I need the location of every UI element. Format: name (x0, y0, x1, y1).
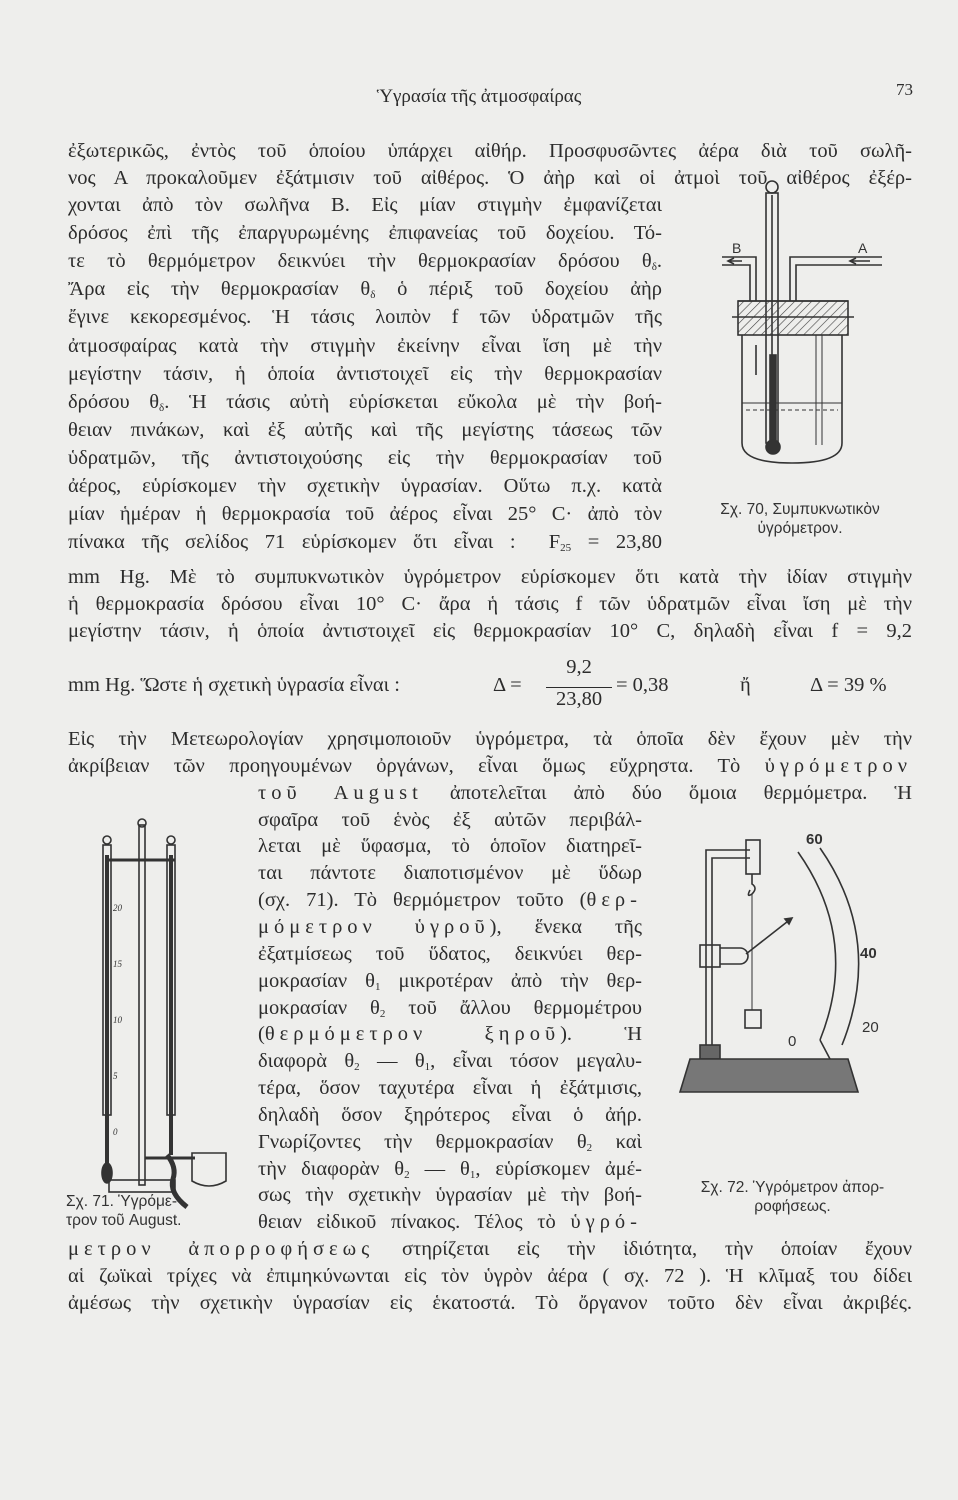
spaced-emphasis: ὑγρόμετρον (764, 754, 912, 777)
text-segment: ἀμέσως τὴν σχετικὴν ὑγρασίαν εἰς ἑκατοστά. Τὸ ὄργανον τοῦτο δὲν εἶναι ἀκριβές. (68, 1291, 912, 1314)
scale-40: 40 (860, 945, 877, 962)
text-line (68, 529, 662, 556)
text-segment: ἀτμοσφαίρας κατὰ τὴν στιγμὴν ἐκείνην εἶναι ἴση μὲ τὴν (68, 334, 662, 357)
formula-result: = 0,38 (616, 674, 669, 696)
text-line (68, 591, 912, 618)
text-line (68, 389, 662, 416)
page-number: 73 (896, 80, 913, 99)
text-segment: ται πάντοτε διαποτισμένον μὲ ὕδωρ (258, 862, 642, 885)
text-segment: δρόσος ἐπὶ τῆς ἐπαργυρωμένης ἐπιφανείας τοῦ δοχείου. Τό- (68, 222, 662, 245)
text-segment: τοῦ ἄλλου θερμομέτρου (385, 996, 642, 1019)
text-line (68, 564, 912, 591)
subscript: 1 (424, 1061, 431, 1074)
text-line (258, 1075, 642, 1102)
text-segment: Γνωρίζοντες τὴν θερμοκρασίαν θ (258, 1130, 587, 1153)
fig71-caption (66, 1192, 238, 1230)
text-segment: mm Hg. Μὲ τὸ συμπυκνωτικὸν ὑγρόμετρον εὑρίσκομεν ὅτι κατὰ τὴν ἰδίαν στιγμὴν (68, 566, 912, 588)
spaced-emphasis: θερμόμετρον ξηροῦ (264, 1023, 561, 1046)
text-line (258, 1021, 642, 1048)
formula-denominator: 23,80 (555, 688, 603, 710)
formula-numerator: 9,2 (566, 656, 592, 678)
text-line (68, 1236, 912, 1263)
text-segment: Εἰς τὴν Μετεωρολογίαν χρησιμοποιοῦν ὑγρόμετρα, τὰ ὁποῖα δὲν ἔχουν μὲν τὴν (68, 728, 912, 750)
text-segment: τέρα, ὅσον ταχυτέρα εἶναι ἡ ἐξάτμισις, (258, 1077, 642, 1100)
text-line (68, 445, 662, 472)
scale-20: 20 (862, 1019, 879, 1036)
text-segment: ἐξωτερικῶς, ἐντὸς τοῦ ὁποίου ὑπάρχει αἰθήρ. Προσφυσῶντες ἀέρα διὰ τοῦ σωλῆ- (68, 140, 912, 162)
spaced-emphasis: μετρον ἀπορροφήσεως (68, 1238, 375, 1261)
text-segment: τε τὸ θερμόμετρον δεικνύει τὴν θερμοκρασίαν δρόσου θ (68, 250, 652, 273)
text-segment: θειαν εἰδικοῦ πίνακος. Τέλος τὸ (258, 1211, 571, 1234)
fig70-caption (700, 500, 900, 538)
scale-60: 60 (806, 831, 823, 848)
running-header: Ὑγρασία τῆς ἀτμοσφαίρας (376, 86, 582, 107)
label-a: A (858, 240, 868, 256)
text-segment: ἀποτελεῖται ἀπὸ δύο ὅμοια θερμόμετρα. Ἡ (422, 781, 912, 804)
text-line (258, 887, 642, 914)
text-line (258, 1156, 642, 1183)
text-segment: = 23,80 (571, 531, 662, 554)
text-line (258, 860, 642, 887)
text-line (68, 248, 662, 275)
text-segment: σως τὴν σχετικὴν ὑγρασίαν μὲ τὴν βοή- (258, 1184, 642, 1207)
text-segment: διαφορὰ θ (258, 1050, 355, 1073)
text-segment: ὑδρατμῶν, τῆς ἀντιστοιχούσης εἰς τὴν θερμοκρασίαν τοῦ (68, 446, 662, 469)
fig71-caption-line2: τρον τοῦ August. (66, 1212, 182, 1229)
text-segment: ). Ἡ (560, 1023, 642, 1046)
text-segment: ( (258, 1023, 265, 1046)
text-segment: καὶ (592, 1130, 642, 1153)
label-b: B (732, 240, 742, 256)
humidity-formula (68, 656, 912, 720)
scale-15: 15 (113, 959, 122, 969)
text-segment: σφαῖρα τοῦ ἑνὸς ἐξ αὐτῶν περιβάλ- (258, 808, 642, 831)
text-line (258, 833, 642, 860)
text-segment: . (656, 250, 662, 273)
text-line (68, 1290, 912, 1317)
subscript: 1 (374, 980, 381, 993)
scale-0: 0 (788, 1033, 797, 1050)
text-line (68, 753, 912, 780)
fig72-caption-line2: ροφήσεως. (754, 1198, 831, 1215)
text-line (68, 726, 912, 753)
subscript: δ (370, 289, 376, 302)
text-segment: δρόσου θ (68, 390, 160, 413)
scale-5: 5 (113, 1071, 118, 1081)
fig71-august-psychrometer (95, 815, 245, 1195)
text-line (68, 276, 662, 303)
fig70-caption-line2: ὑγρόμετρον. (757, 520, 843, 537)
text-segment: . Ἡ τάσις αὐτὴ εὑρίσκεται εὔκολα μὲ τὴν βοή- (164, 390, 662, 413)
text-segment: ἐξατμίσεως τοῦ ὕδατος, δεικνύει θερ- (258, 942, 642, 965)
fig72-caption (690, 1178, 895, 1216)
text-line (68, 361, 662, 388)
text-line (258, 995, 642, 1022)
text-segment: νος Α προκαλοῦμεν ἐξάτμισιν τοῦ αἰθέρος. Ὁ ἀὴρ καὶ οἱ ἀτμοὶ τοῦ αἰθέρος ἐξέρ- (68, 167, 912, 189)
text-line (68, 618, 912, 645)
text-segment: μοκρασίαν θ (258, 996, 380, 1019)
text-segment: ), ἕνεκα τῆς (489, 915, 642, 938)
subscript: δ (651, 261, 657, 274)
text-line (68, 417, 662, 444)
scale-10: 10 (113, 1015, 122, 1025)
scale-20: 20 (113, 903, 122, 913)
text-line (68, 192, 662, 219)
text-line (258, 780, 912, 807)
text-line (68, 333, 662, 360)
text-segment: στηρίζεται εἰς τὴν ἰδιότητα, τὴν ὁποίαν ἔχουν (374, 1238, 912, 1261)
text-line (68, 138, 912, 165)
formula-percent: Δ = 39 % (810, 674, 887, 696)
subscript: 2 (404, 1168, 410, 1181)
formula-lead: mm Hg. Ὥστε ἡ σχετικὴ ὑγρασία εἶναι : (68, 674, 401, 696)
spaced-emphasis: τοῦ August (258, 781, 423, 804)
text-segment: μεγίστην τάσιν, ἡ ὁποία ἀντιστοιχεῖ εἰς θερμοκρασίαν 10° C, δηλαδὴ εἶναι f = 9,2 (68, 620, 912, 642)
subscript: 2 (586, 1141, 593, 1154)
text-segment: πίνακα τῆς σελίδος 71 εὑρίσκομεν ὅτι εἶναι : F (68, 531, 561, 554)
fig70-condensation-hygrometer (700, 175, 890, 475)
text-segment: χονται ἀπὸ τὸν σωλῆνα Β. Εἰς μίαν στιγμὴν ἐμφανίζεται (68, 194, 662, 216)
subscript: δ (159, 401, 165, 414)
text-segment: , εὑρίσκομεν ἀμέ- (475, 1157, 642, 1180)
text-line (68, 220, 662, 247)
text-line (258, 1129, 642, 1156)
text-line (258, 941, 642, 968)
text-segment: ἀέρος, εὑρίσκομεν τὴν σχετικὴν ὑγρασίαν. Οὕτω π.χ. κατὰ (68, 475, 662, 497)
text-line (258, 1182, 642, 1209)
text-segment: αἱ ζωϊκαὶ τρίχες νὰ ἐπιμηκύνωνται εἰς τὸν ὑγρὸν ἀέρα ( σχ. 72 ). Ἡ κλῖμαξ του δίδει (68, 1265, 912, 1287)
text-segment: θειαν πινάκων, καὶ ἐξ αὐτῆς καὶ τῆς μεγίστης τάσεως τῶν (68, 418, 662, 441)
text-line (68, 1263, 912, 1290)
subscript: 2 (354, 1061, 360, 1074)
text-segment: Ἄρα εἰς τὴν θερμοκρασίαν θ (68, 278, 371, 301)
spaced-emphasis: μόμετρον ὑγροῦ (258, 915, 490, 938)
text-line (258, 1102, 642, 1129)
scale-0: 0 (113, 1127, 118, 1137)
formula-delta: Δ = (493, 674, 522, 696)
text-segment: μεγίστην τάσιν, ἡ ὁποία ἀντιστοιχεῖ εἰς τὴν θερμοκρασίαν (68, 362, 662, 385)
text-segment: (σχ. 71). Τὸ θερμόμετρον τοῦτο ( (258, 889, 587, 912)
spaced-emphasis: θερ- (586, 889, 642, 912)
text-segment: τὴν διαφορὰν θ (258, 1157, 405, 1180)
text-line (258, 1048, 642, 1075)
text-segment: λεται μὲ ὕφασμα, τὸ ὁποῖον διατηρεῖ- (258, 835, 642, 858)
subscript: 1 (469, 1168, 476, 1181)
formula-or: ἤ (740, 674, 751, 696)
text-line (68, 501, 662, 528)
text-segment: ὁ πέριξ τοῦ δοχείου ἀὴρ (375, 278, 662, 301)
text-segment: μοκρασίαν θ (258, 969, 375, 992)
fig72-hair-hygrometer (670, 830, 890, 1100)
text-line (258, 914, 642, 941)
text-segment: — θ (409, 1157, 470, 1180)
text-line (68, 473, 662, 500)
fig70-caption-line1: Σχ. 70, Συμπυκνωτικὸν (720, 501, 880, 518)
text-segment: , εἶναι τόσον μεγαλυ- (430, 1050, 642, 1073)
text-segment: μικροτέραν ἀπὸ τὴν θερ- (380, 969, 642, 992)
text-segment: δηλαδὴ ὅσον ξηρότερος εἶναι ὁ ἀήρ. (258, 1103, 642, 1126)
fig72-caption-line1: Σχ. 72. Ὑγρόμετρον ἀπορ- (700, 1179, 885, 1196)
text-line (258, 968, 642, 995)
text-segment: ἀκρίβειαν τῶν προηγουμένων ὀργάνων, εἶναι ὅμως εὔχρηστα. Τὸ (68, 754, 765, 777)
text-line (68, 304, 662, 331)
text-segment: μίαν ἡμέραν ἡ θερμοκρασία τοῦ ἀέρος εἶναι 25° C· ἀπὸ τὸν (68, 503, 662, 526)
fig71-caption-line1: Σχ. 71. Ὑγρόμε- (66, 1193, 177, 1210)
subscript: 25 (560, 542, 572, 555)
text-segment: — θ (359, 1050, 425, 1073)
text-segment: ἔγινε κεκορεσμένος. Ἡ τάσις λοιπὸν f τῶν ὑδρατμῶν τῆς (68, 306, 662, 329)
text-line (258, 807, 642, 834)
spaced-emphasis: ὑγρό- (570, 1211, 642, 1234)
subscript: 2 (379, 1007, 386, 1020)
text-segment: ἡ θερμοκρασία δρόσου εἶναι 10° C· ἄρα ἡ τάσις f τῶν ὑδρατμῶν εἶναι ἴση μὲ τὴν (68, 593, 912, 615)
text-line (258, 1209, 642, 1236)
